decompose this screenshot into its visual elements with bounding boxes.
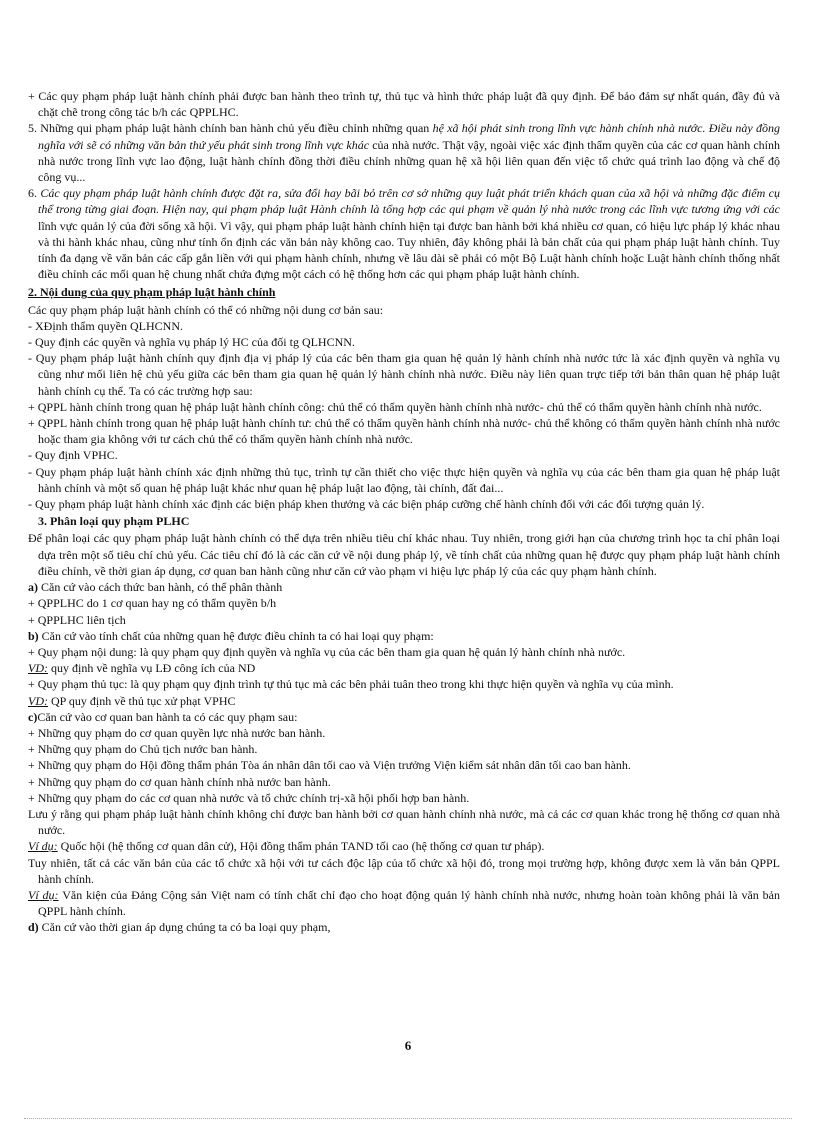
document-page	[28, 88, 780, 936]
paragraph: Lưu ý rằng qui phạm pháp luật hành chính không chỉ được ban hành bởi cơ quan hành chính nhà nước, mà cả các cơ quan khác trong hệ thống cơ quan nhà nước.	[28, 806, 780, 838]
page-divider	[24, 1118, 792, 1119]
paragraph-6: 6. Các quy phạm pháp luật hành chính được đặt ra, sửa đổi hay bãi bỏ trên cơ sở những quy luật phát triển khách quan của xã hội và những đặc điểm cụ thể trong từng giai đoạn. Hiện nay, qui phạm pháp luật Hành chính là tổng hợp các qui phạm về quản lý nhà nước trong các lĩnh vực tương ứng với các lĩnh vực quản lý của đời sống xã hội. Vì vậy, qui phạm pháp luật hành chính hiện tại được ban hành bởi khá nhiều cơ quan, có hiệu lực pháp lý khác nhau và thi hành khác nhau, cũng như tính ổn định các văn bản này không cao. Tuy nhiên, đây không phải là bản chất của qui phạm pháp luật hành chính. Tuy tính đa dạng về văn bản các cấp gắn liền với qui phạm hành chính, nhưng về lâu dài sẽ phải có một Bộ Luật hành chính hoặc Luật hành chính thống nhất điều chỉnh các mối quan hệ chung nhất chứa đựng một cách có hệ thống hơn các qui phạm pháp luật hành chính.	[28, 186, 780, 282]
list-item: + QPPLHC liên tịch	[28, 612, 126, 627]
paragraph: Để phân loại các quy phạm pháp luật hành chính có thể dựa trên nhiều tiêu chí khác nhau. Tuy nhiên, trong giới hạn của chương trình học ta chỉ phân loại dựa trên một số tiêu chí chủ yếu. Các tiêu chí đó là các căn cứ về nội dung pháp lý, về tính chất của những quan hệ được quy phạm pháp luật hành chính điều chỉnh, về thời gian áp dụng, cơ quan ban hành cũng như căn cứ vào phạm vi hiệu lực pháp lý của các quy phạm hành chính.	[28, 531, 780, 578]
example-line: VD: quy định về nghĩa vụ LĐ công ích của ND	[28, 661, 256, 676]
example-line: VD: QP quy định về thủ tục xử phạt VPHC	[28, 693, 236, 708]
section-heading-3: 3. Phân loại quy phạm PLHC	[38, 514, 190, 529]
list-item: - Quy phạm pháp luật hành chính xác định những thủ tục, trình tự cần thiết cho việc thực hiện quyền và nghĩa vụ của các bên tham gia quan hệ pháp luật hành chính và một số quan hệ pháp luật khác như quan hệ pháp luật lao động, tài chính, đất đai...	[28, 464, 780, 495]
list-item: + Những quy phạm do Chủ tịch nước ban hành.	[28, 742, 258, 757]
list-item: - Quy phạm pháp luật hành chính quy định địa vị pháp lý của các bên tham gia quan hệ quản lý hành chính nhà nước tức là xác định quyền và nghĩa vụ cũng như mối liên hệ chủ yếu giữa các bên tham gia quan hệ quản lý hành chính nhà nước. Điều này liên quan trực tiếp tới bản thân quan hệ pháp luật hành chính cụ thể. Ta có các trường hợp sau:	[28, 351, 780, 398]
list-item: + Những quy phạm do cơ quan quyền lực nhà nước ban hành.	[28, 725, 326, 740]
section-heading-2: 2. Nội dung của quy phạm pháp luật hành chính	[28, 285, 276, 300]
list-item: + QPPLHC do 1 cơ quan hay ng có thẩm quyền b/h	[28, 596, 277, 611]
list-item: d) Căn cứ vào thời gian áp dụng chúng ta có ba loại quy phạm,	[28, 920, 331, 935]
list-item: - Quy định VPHC.	[28, 448, 118, 463]
list-item: + Những quy phạm do cơ quan hành chính nhà nước ban hành.	[28, 774, 331, 789]
example-line: Ví dụ: Quốc hội (hệ thống cơ quan dân cử), Hội đồng thẩm phán TAND tối cao (hệ thống cơ quan tư pháp).	[28, 839, 545, 854]
list-item: a) Căn cứ vào cách thức ban hành, có thể phân thành	[28, 580, 283, 595]
list-item: + QPPL hành chính trong quan hệ pháp luật hành chính công: chủ thể có thẩm quyền hành chính nhà nước- chủ thể có thẩm quyền hành chính nhà nước.	[28, 399, 762, 414]
list-item: + Những quy phạm do Hội đồng thẩm phán Tòa án nhân dân tối cao và Viện trưởng Viện kiểm sát nhân dân tối cao ban hành.	[28, 758, 631, 773]
list-item: + QPPL hành chính trong quan hệ pháp luật hành chính tư: chủ thể có thẩm quyền hành chính nhà nước- chủ thể không có thẩm quyền hành chính nhà nước hoặc tham gia không với tư cách chủ thể có thẩm quyền hành chính nhà nước.	[28, 416, 780, 447]
paragraph-5: 5. Những qui phạm pháp luật hành chính ban hành chủ yếu điều chỉnh những quan hệ xã hội phát sinh trong lĩnh vực hành chính nhà nước. Điều này đồng nghĩa với sẽ có những văn bản thứ yếu phát sinh trong lĩnh vực khác của nhà nước. Thật vậy, ngoài việc xác định thẩm quyền của các cơ quan hành chính nhà nước trong lĩnh vực lao động, luật hành chính đồng thời điều chỉnh những quan hệ xã hội liên quan đến việc tổ chức quá trình lao động và chế độ công vụ...	[28, 121, 780, 185]
example-line: Ví dụ: Văn kiện của Đảng Cộng sản Việt nam có tính chất chỉ đạo cho hoạt động quản lý hành chính nhà nước, nhưng hoàn toàn không phải là văn bản QPPL hành chính.	[28, 887, 780, 919]
page-number: 6	[404, 1038, 412, 1053]
list-item: - Quy định các quyền và nghĩa vụ pháp lý HC của đối tg QLHCNN.	[28, 335, 355, 350]
list-item: b) Căn cứ vào tính chất của những quan hệ được điều chỉnh ta có hai loại quy phạm:	[28, 628, 434, 643]
list-item: + Quy phạm nội dung: là quy phạm quy định quyền và nghĩa vụ của các bên tham gia quan hệ quản lý hành chính nhà nước.	[28, 644, 626, 659]
list-item: + Những quy phạm do các cơ quan nhà nước và tổ chức chính trị-xã hội phối hợp ban hành.	[28, 790, 470, 805]
list-item: c)Căn cứ vào cơ quan ban hành ta có các quy phạm sau:	[28, 709, 298, 724]
list-item: - XĐịnh thẩm quyền QLHCNN.	[28, 318, 183, 333]
paragraph: + Các quy phạm pháp luật hành chính phải được ban hành theo trình tự, thủ tục và hình thức pháp luật đã quy định. Để bảo đảm sự nhất quán, đầy đủ và chặt chẽ trong công tác b/h các QPPLHC.	[28, 89, 780, 120]
list-item: - Quy phạm pháp luật hành chính xác định các biện pháp khen thưởng và các biện pháp cưỡng chế hành chính đối với các đối tượng quản lý.	[28, 497, 705, 512]
paragraph: Các quy phạm pháp luật hành chính có thể có những nội dung cơ bản sau:	[28, 302, 384, 317]
paragraph: Tuy nhiên, tất cả các văn bản của các tổ chức xã hội với tư cách độc lập của tổ chức xã hội đó, trong mọi trường hợp, không được xem là văn bản QPPL hành chính.	[28, 855, 780, 886]
list-item: + Quy phạm thủ tục: là quy phạm quy định trình tự thủ tục mà các bên phải tuân theo trong khi thực hiện quyền và nghĩa vụ của mình.	[28, 677, 674, 692]
